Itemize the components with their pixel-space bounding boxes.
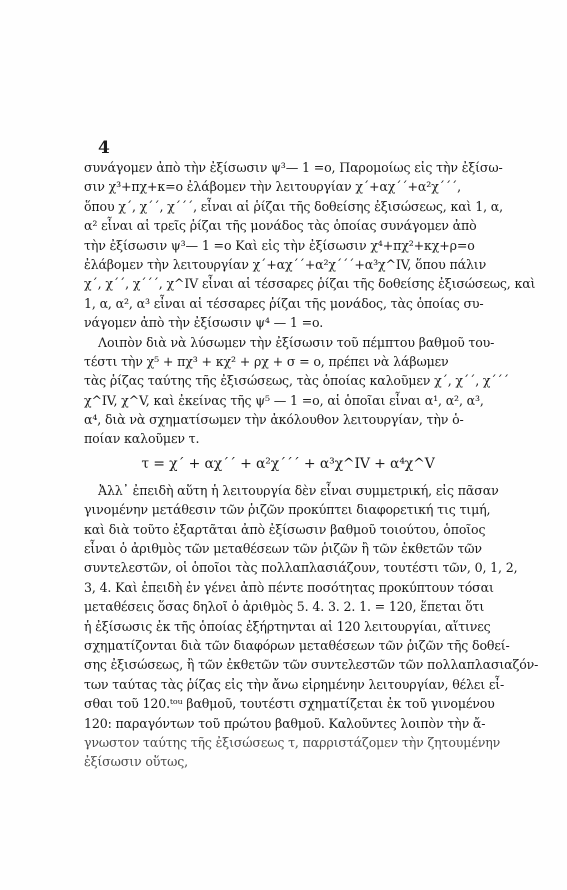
text-line: σχηματίζονται διὰ τῶν διαφόρων μεταθέσεων τῶν ῥιζῶν τῆς δοθεί- [84, 637, 510, 653]
text-line: εἶναι ὁ ἀριθμὸς τῶν μεταθέσεων τῶν ῥιζῶν ἢ τῶν ἐκθετῶν τῶν [84, 541, 482, 557]
text-line: ποίαν καλοῦμεν τ. [84, 431, 200, 447]
text-line: σθαι τοῦ 120.ᵗᵒᵘ βαθμοῦ, τουτέστι σχηματίζεται ἐκ τοῦ γινομένου [84, 696, 495, 712]
text-line: Ἀλλ᾽ ἐπειδὴ αὕτη ἡ λειτουργία δὲν εἶναι συμμετρική, εἰς πᾶσαν [98, 482, 499, 498]
text-line: ἐξίσωσιν οὕτως, [84, 754, 188, 770]
text-line: τέστι τὴν χ⁵ + πχ³ + κχ² + ρχ + σ = o, πρέπει νὰ λάβωμεν [84, 353, 449, 369]
text-line: α² εἶναι αἱ τρεῖς ῥίζαι τῆς μονάδος τὰς ὁποίας συνάγομεν ἀπὸ [84, 218, 477, 234]
page-body-text [84, 158, 539, 772]
text-line: α⁴, διὰ νὰ σχηματίσωμεν τὴν ἀκόλουθον λειτουργίαν, τὴν ὁ- [84, 412, 464, 428]
text-line: ὅπου χ΄, χ΄΄, χ΄΄΄, εἶναι αἱ ῥίζαι τῆς δοθείσης ἐξισώσεως, καὶ 1, α, [84, 198, 503, 214]
text-line: νάγομεν ἀπὸ τὴν ἐξίσωσιν ψ⁴ — 1 =o. [84, 315, 324, 331]
page-number: 4 [98, 138, 110, 158]
text-line: ἐλάβομεν τὴν λειτουργίαν χ΄+αχ΄΄+α²χ΄΄΄+α³χ^IV, ὅπου πάλιν [84, 256, 487, 272]
text-line: συντελεστῶν, οἱ ὁποῖοι τὰς πολλαπλασιάζουν, τουτέστι τῶν, 0, 1, 2, [84, 560, 518, 576]
text-line: 3, 4. Καὶ ἐπειδὴ ἐν γένει ἀπὸ πέντε ποσότητας προκύπτουν τόσαι [84, 579, 494, 595]
text-line: καὶ διὰ τοῦτο ἐξαρτᾶται ἀπὸ ἐξίσωσιν βαθμοῦ τοιούτου, ὁποῖος [84, 521, 486, 537]
text-line: χ^IV, χ^V, καὶ ἐκείνας τῆς ψ⁵ — 1 =o, αἱ ὁποῖαι εἶναι α¹, α², α³, [84, 392, 484, 408]
text-line: σης ἐξισώσεως, ἢ τῶν ἐκθετῶν τῶν συντελεστῶν τῶν πολλαπλασιαζόν- [84, 657, 539, 673]
text-line: των ταύτας τὰς ῥίζας εἰς τὴν ἄνω εἰρημένην λειτουργίαν, θέλει εἶ- [84, 676, 505, 692]
displayed-equation: τ = χ΄ + αχ΄΄ + α²χ΄΄΄ + α³χ^IV + α⁴χ^V [141, 455, 435, 472]
text-line: Λοιπὸν διὰ νὰ λύσωμεν τὴν ἐξίσωσιν τοῦ πέμπτου βαθμοῦ του- [98, 334, 495, 350]
text-line: σιν χ³+πχ+κ=o ἐλάβομεν τὴν λειτουργίαν χ΄+αχ΄΄+α²χ΄΄΄, [84, 179, 461, 195]
text-line: γινομένην μετάθεσιν τῶν ῥιζῶν προκύπτει διαφορετική τις τιμή, [84, 502, 491, 518]
text-line: συνάγομεν ἀπὸ τὴν ἐξίσωσιν ψ³— 1 =o, Παρομοίως εἰς τὴν ἐξίσω- [84, 160, 503, 175]
text-line: 120: παραγόντων τοῦ πρώτου βαθμοῦ. Καλοῦντες λοιπὸν τὴν ἄ- [84, 715, 486, 731]
text-line: ἡ ἐξίσωσις ἐκ τῆς ὁποίας ἐξήρτηνται αἱ 120 λειτουργίαι, αἵτινες [84, 618, 491, 634]
text-line: τὰς ῥίζας ταύτης τῆς ἐξισώσεως, τὰς ὁποίας καλοῦμεν χ΄, χ΄΄, χ΄΄΄ [84, 373, 509, 389]
text-line: μεταθέσεις ὅσας δηλοῖ ὁ ἀριθμὸς 5. 4. 3. 2. 1. = 120, ἕπεται ὅτι [84, 599, 485, 615]
text-line: χ΄, χ΄΄, χ΄΄΄, χ^IV εἶναι αἱ τέσσαρες ῥίζαι τῆς δοθείσης ἐξισώσεως, καὶ [84, 276, 536, 292]
text-line: 1, α, α², α³ εἶναι αἱ τέσσαρες ῥίζαι τῆς μονάδος, τὰς ὁποίας συ- [84, 295, 484, 311]
text-line: τὴν ἐξίσωσιν ψ³— 1 =o Καὶ εἰς τὴν ἐξίσωσιν χ⁴+πχ²+κχ+ρ=o [84, 237, 475, 253]
text-line: γνωστον ταύτης τῆς ἐξισώσεως τ, παρριστάζομεν τὴν ζητουμένην [84, 734, 501, 750]
